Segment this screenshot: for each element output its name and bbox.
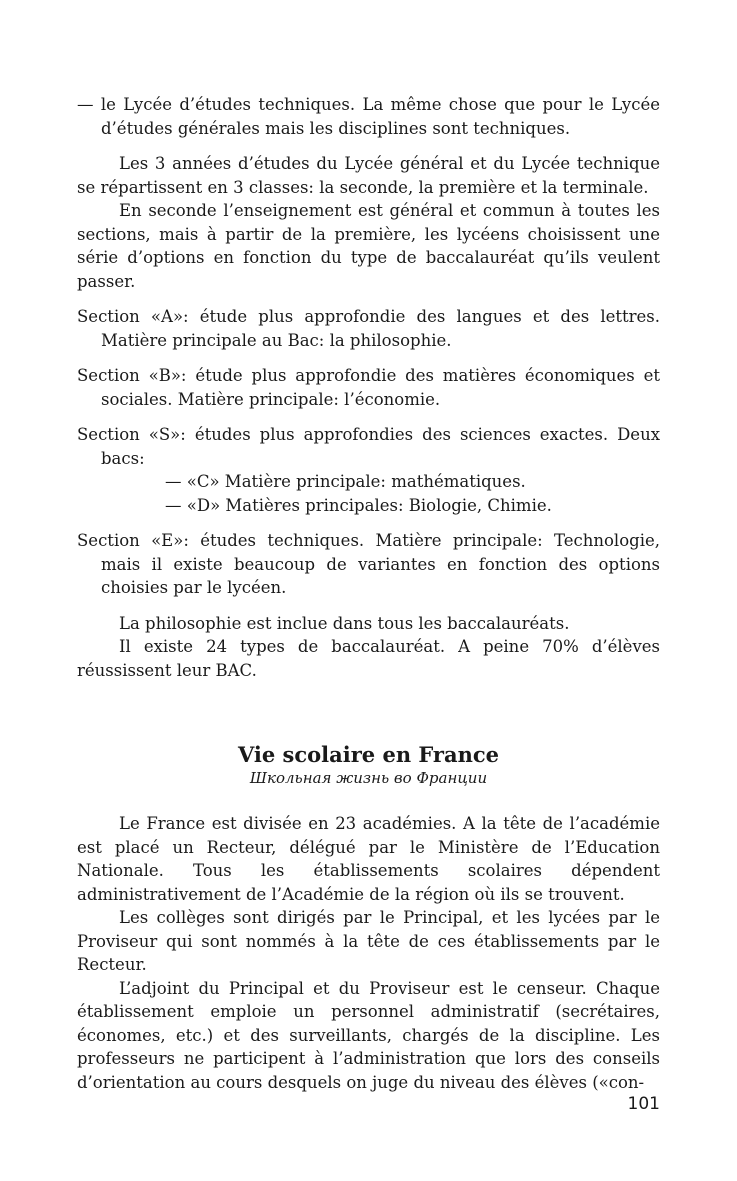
section-s: Section «S»: études plus approfondies des sciences exactes. Deux bacs: bbox=[77, 425, 660, 468]
paragraph-philosophie: La philosophie est inclue dans tous les baccalauréats. bbox=[119, 613, 570, 633]
paragraph-censeur: L’adjoint du Principal et du Proviseur est le censeur. Chaque établissement emploie un personnel administratif (secrétaires, économes, etc.) et des surveillants, chargés de la discipline. Les professeurs ne participent à l’administration que lors des conseils d’orientation au cours desquels on juge du niveau des élèves («con- bbox=[77, 978, 660, 1092]
paragraph-years: Les 3 années d’études du Lycée général et du Lycée technique se répartissent en 3 classes: la seconde, la première et la terminale. bbox=[77, 154, 660, 197]
page-number: 101 bbox=[627, 1094, 660, 1114]
paragraph-academies: Le France est divisée en 23 académies. A la tête de l’académie est placé un Recteur, délégué par le Ministère de l’Education Nationale. Tous les établissements scolaires dépendent administrativement de l’Académie de la région où ils se trouvent. bbox=[77, 814, 660, 904]
section-subheading: Школьная жизнь во Франции bbox=[249, 769, 488, 787]
paragraph-types-bac: Il existe 24 types de baccalauréat. A peine 70% d’élèves réussissent leur BAC. bbox=[77, 637, 660, 680]
section-a: Section «A»: étude plus approfondie des langues et des lettres. Matière principale au Bac: la philosophie. bbox=[77, 307, 660, 350]
section-b: Section «B»: étude plus approfondie des matières économiques et sociales. Matière principale: l’économie. bbox=[77, 366, 660, 409]
section-s-bac-c: — «C» Matière principale: mathématiques. bbox=[165, 472, 526, 491]
page-body bbox=[77, 93, 660, 1094]
section-s-bac-d: — «D» Matières principales: Biologie, Chimie. bbox=[165, 495, 552, 515]
section-e: Section «E»: études techniques. Matière principale: Technologie, mais il existe beaucoup de variantes en fonction des options choisies par le lycéen. bbox=[77, 531, 660, 597]
section-heading: Vie scolaire en France bbox=[237, 742, 500, 767]
paragraph-seconde: En seconde l’enseignement est général et commun à toutes les sections, mais à partir de la première, les lycéens choisissent une série d’options en fonction du type de baccalauréat qu’ils veulent passer. bbox=[77, 201, 660, 291]
intro-list-item: — le Lycée d’études techniques. La même chose que pour le Lycée d’études générales mais les disciplines sont techniques. bbox=[77, 95, 660, 138]
paragraph-colleges: Les collèges sont dirigés par le Principal, et les lycées par le Proviseur qui sont nommés à la tête de ces établissements par le Recteur. bbox=[77, 908, 660, 974]
